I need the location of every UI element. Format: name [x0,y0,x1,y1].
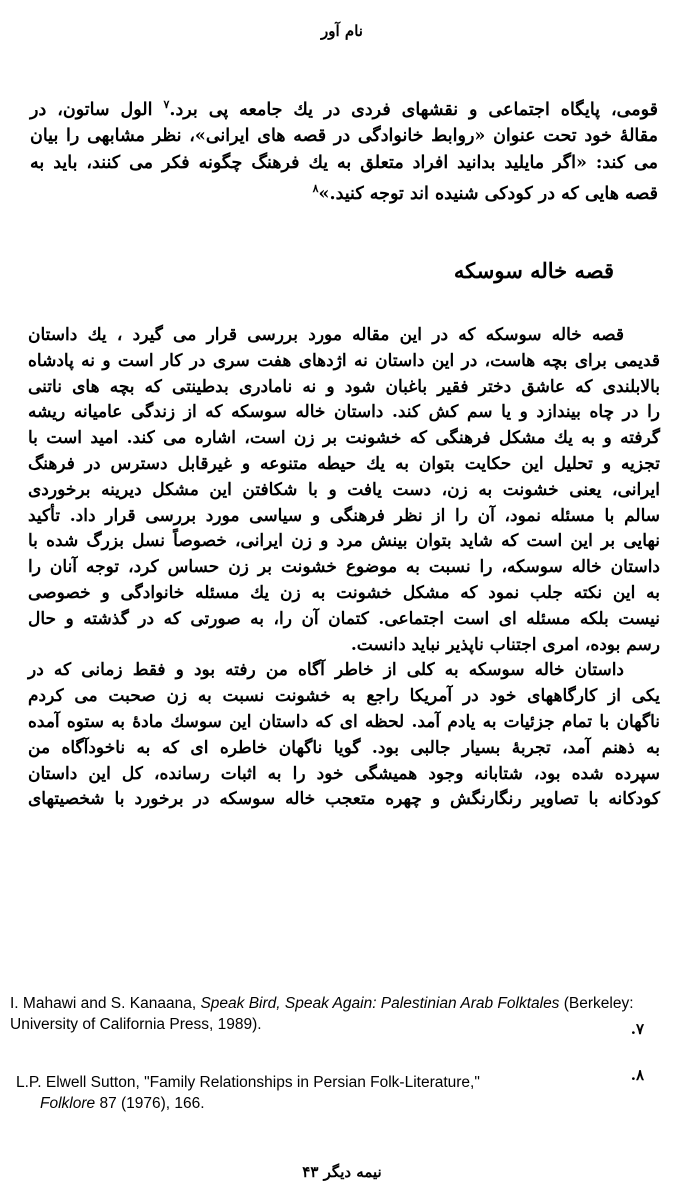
body-line: به ذهنم آمد، تجربهٔ بسیار جالبی بود. گویا ناگهان خاطره ای که به ناخودآگاه من [28,737,660,758]
intro-line [30,92,658,123]
footnote-ref: ۸ [312,182,319,196]
body-line: ناگهان با تمام جزئیات به یادم آمد. لحظه ای که داستان این سوسك مادهٔ به ستوه آمده [28,711,660,732]
footnote-title: Speak Bird, Speak Again: Palestinian Arab Folktales [200,995,560,1012]
intro-line [30,176,658,207]
intro-line: می کند: «اگر مایلید بدانید افراد متعلق به یك فرهنگ چگونه فکر می کنند، باید به [30,152,658,173]
running-footer: نیمه دیگر ۴۳ [302,1163,382,1181]
body-line: نیست بلکه مسئله ای است اجتماعی. کتمان آن را، به صورتی که در گذشته و حال [28,608,660,629]
body-line: گرفته و به یك مشکل فرهنگی که خشونت بر زن است، اشاره می کند. امید است با [28,428,660,449]
running-header: نام آور [321,22,363,40]
body-line: داستان خاله سوسکه به کلی از خاطر آگاه من رفته بود و فقط زمانی که در [28,660,624,681]
body-line: سالم با مسئله نمود، آن را از نظر فرهنگی و سیاسی مورد بررسی قرار داد. تأکید [28,505,660,526]
footnote-7 [10,993,650,1035]
footnote-number: ۸. [630,1066,644,1084]
footnote-text [16,1072,636,1114]
intro-line-text: قومی، پایگاه اجتماعی و نقشهای فردی در یك جامعه پی برد. [169,99,658,120]
body-line: بالابلندی که عاشق دختر فقیر باغبان شود و نه نامادری بدطینتی که بچه های ناتنی [28,376,660,397]
intro-paragraph [30,92,658,208]
intro-line: مقالهٔ خود تحت عنوان «روابط خانوادگی در قصه های ایرانی»، نظر مشابهی را بیان [30,126,658,147]
body-line: داستان خاله سوسکه، را نسبت به موضوع خشونت بر زن حساس کرد، توجه آنان را [28,557,660,578]
body-line: را در چاه بیندازد و یا سم کش کند. داستان خاله سوسکه که از زندگی عامیانه ریشه [28,402,660,423]
body-line: تجزیه و تحلیل این حکایت بتوان به یك حیطه متنوعه و غیرقابل دسترس در فرهنگ [28,453,660,474]
intro-line-tail: الول ساتون، در [30,99,153,120]
intro-line-text: قصه هایی که در کودکی شنیده اند توجه کنید.» [318,184,658,205]
body-line: قصه خاله سوسکه که در این مقاله مورد بررسی قرار می گیرد ، یك داستان [28,325,624,345]
footnote-8 [16,1072,636,1114]
body-text [28,323,660,813]
body-line: کودکانه با تصاویر رنگارنگش و چهره متعجب خاله سوسکه در برخورد با شخصیتهای [28,789,660,810]
body-line: به این نکته جلب نمود که مشکل خشونت به زن یك مسئله خانوادگی و خصوصی [28,582,660,603]
body-line: ایرانی، یعنی خشونت به زن، دست یافت و با شکافتن این مشکل دیرینه برخوردی [28,479,660,500]
body-line: رسم بوده، امری اجتناب ناپذیر نباید دانست. [350,634,660,655]
body-line: نهایی بر این است که شاید بتوان بینش مرد و زن ایرانی، خصوصاً نسل بزرگ شده با [28,531,660,552]
footnote-citation: I. Mahawi and S. Kanaana, [10,995,201,1012]
footnote-text [10,993,650,1035]
body-line: یکی از کارگاههای خود در آمریکا راجع به خشونت نسبت به زن صحبت می کردم [28,686,660,707]
footnote-title: Folklore [40,1095,96,1112]
body-line: سپرده شده بود، شتابانه وجود همیشگی خود را به اثبات رسانده، کل این داستان [28,763,660,784]
footnote-citation: L.P. Elwell Sutton, "Family Relationships in Persian Folk-Literature," [16,1074,480,1091]
footnote-citation-end: 87 (1976), 166. [95,1095,205,1112]
footnote-number: ۷. [630,1020,644,1038]
body-line: قدیمی برای بچه هاست، در این داستان نه اژدهای هفت سری در کار است و نه پادشاه [28,350,660,371]
section-heading: قصه خاله سوسکه [453,258,614,283]
footnote-citation-end: (Berkeley: University of California Press, 1989). [10,995,634,1033]
footnote-ref: ۷ [163,98,170,111]
